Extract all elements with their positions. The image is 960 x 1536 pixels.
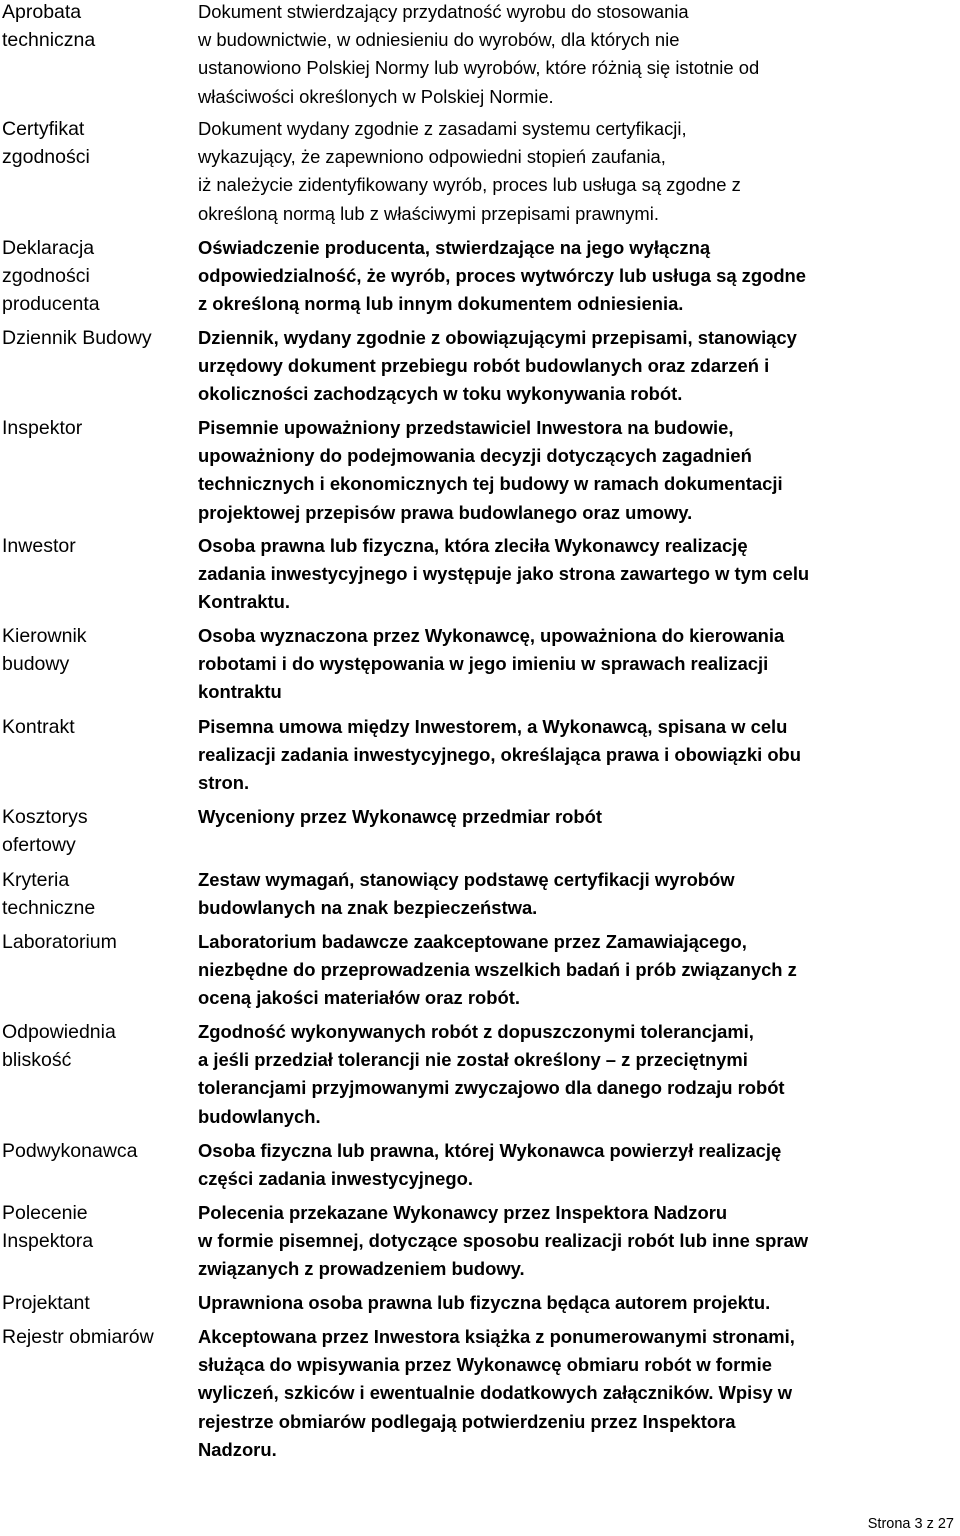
glossary-definition: Wyceniony przez Wykonawcę przedmiar robót (198, 806, 603, 827)
glossary-term: Deklaracja zgodności producenta (2, 237, 100, 316)
glossary-definition: Uprawniona osoba prawna lub fizyczna będąca autorem projektu. (198, 1292, 771, 1313)
glossary-definition: Pisemnie upoważniony przedstawiciel Inwestora na budowie, upoważniony do podejmowania decyzji dotyczących zagadnień technicznych i ekonomicznych tej budowy w ramach dokumentacji projektowej przepisów prawa budowlanego oraz umowy. (198, 417, 783, 523)
glossary-definition: Oświadczenie producenta, stwierdzające na jego wyłączną odpowiedzialność, że wyrób, proces wytwórczy lub usługa są zgodne z określoną normą lub innym dokumentem odniesienia. (198, 237, 807, 315)
glossary-term: Kryteria techniczne (2, 869, 96, 920)
glossary-definition: Polecenia przekazane Wykonawcy przez Inspektora Nadzoru w formie pisemnej, dotyczące sposobu realizacji robót lub inne spraw związanych z prowadzeniem budowy. (198, 1202, 809, 1280)
glossary-definition: Osoba prawna lub fizyczna, która zleciła Wykonawcy realizację zadania inwestycyjnego i występuje jako strona zawartego w tym celu Kontraktu. (198, 535, 810, 613)
glossary-definition: Osoba wyznaczona przez Wykonawcę, upoważniona do kierowania robotami i do występowania w jego imieniu w sprawach realizacji kontraktu (198, 625, 785, 703)
glossary-definition: Dokument wydany zgodnie z zasadami systemu certyfikacji, wykazujący, że zapewniono odpowiedni stopień zaufania, iż należycie zidentyfikowany wyrób, proces lub usługa są zgodne z określoną normą lub z właściwymi przepisami prawnymi. (198, 118, 741, 224)
glossary-term: Rejestr obmiarów (2, 1326, 154, 1348)
glossary-definition: Zgodność wykonywanych robót z dopuszczonymi tolerancjami, a jeśli przedział tolerancji nie został określony – z przeciętnymi tolerancjami przyjmowanymi zwyczajowo dla danego rodzaju robót budowlanych. (198, 1021, 785, 1127)
glossary-term: Podwykonawca (2, 1140, 138, 1162)
glossary-term: Projektant (2, 1292, 90, 1314)
glossary-term: Kierownik budowy (2, 625, 87, 676)
glossary-term: Aprobata techniczna (2, 1, 96, 52)
glossary-term: Polecenie Inspektora (2, 1202, 94, 1253)
glossary-term: Dziennik Budowy (2, 327, 152, 349)
glossary-definition: Osoba fizyczna lub prawna, której Wykonawca powierzył realizację części zadania inwestycyjnego. (198, 1140, 782, 1190)
glossary-definition: Pisemna umowa między Inwestorem, a Wykonawcą, spisana w celu realizacji zadania inwestycyjnego, określająca prawa i obowiązki obu stron. (198, 716, 802, 794)
glossary-term: Kosztorys ofertowy (2, 806, 88, 857)
glossary-definition: Dokument stwierdzający przydatność wyrobu do stosowania w budownictwie, w odniesieniu do wyrobów, dla których nie ustanowiono Polskiej Normy lub wyrobów, które różnią się istotnie od właściwości określonych w Polskiej Normie. (198, 1, 760, 107)
glossary-definition: Dziennik, wydany zgodnie z obowiązującymi przepisami, stanowiący urzędowy dokument przebiegu robót budowlanych oraz zdarzeń i okoliczności zachodzących w toku wykonywania robót. (198, 327, 797, 405)
glossary-definition: Zestaw wymagań, stanowiący podstawę certyfikacji wyrobów budowlanych na znak bezpieczeństwa. (198, 869, 735, 919)
glossary-term: Inspektor (2, 417, 83, 439)
glossary-term: Kontrakt (2, 716, 75, 738)
page-number: Strona 3 z 27 (867, 1516, 954, 1532)
glossary-definition: Laboratorium badawcze zaakceptowane przez Zamawiającego, niezbędne do przeprowadzenia wszelkich badań i prób związanych z oceną jakości materiałów oraz robót. (198, 931, 797, 1009)
glossary-term: Laboratorium (2, 931, 117, 953)
glossary-term: Certyfikat zgodności (2, 118, 90, 169)
glossary-term: Inwestor (2, 535, 76, 557)
glossary-definition: Akceptowana przez Inwestora książka z ponumerowanymi stronami, służąca do wpisywania przez Wykonawcę obmiaru robót w formie wyliczeń, szkiców i ewentualnie dodatkowych załączników. Wpisy w rejestrze obmiarów podlegają potwierdzeniu przez Inspektora Nadzoru. (198, 1326, 795, 1460)
glossary-term: Odpowiednia bliskość (2, 1021, 116, 1072)
